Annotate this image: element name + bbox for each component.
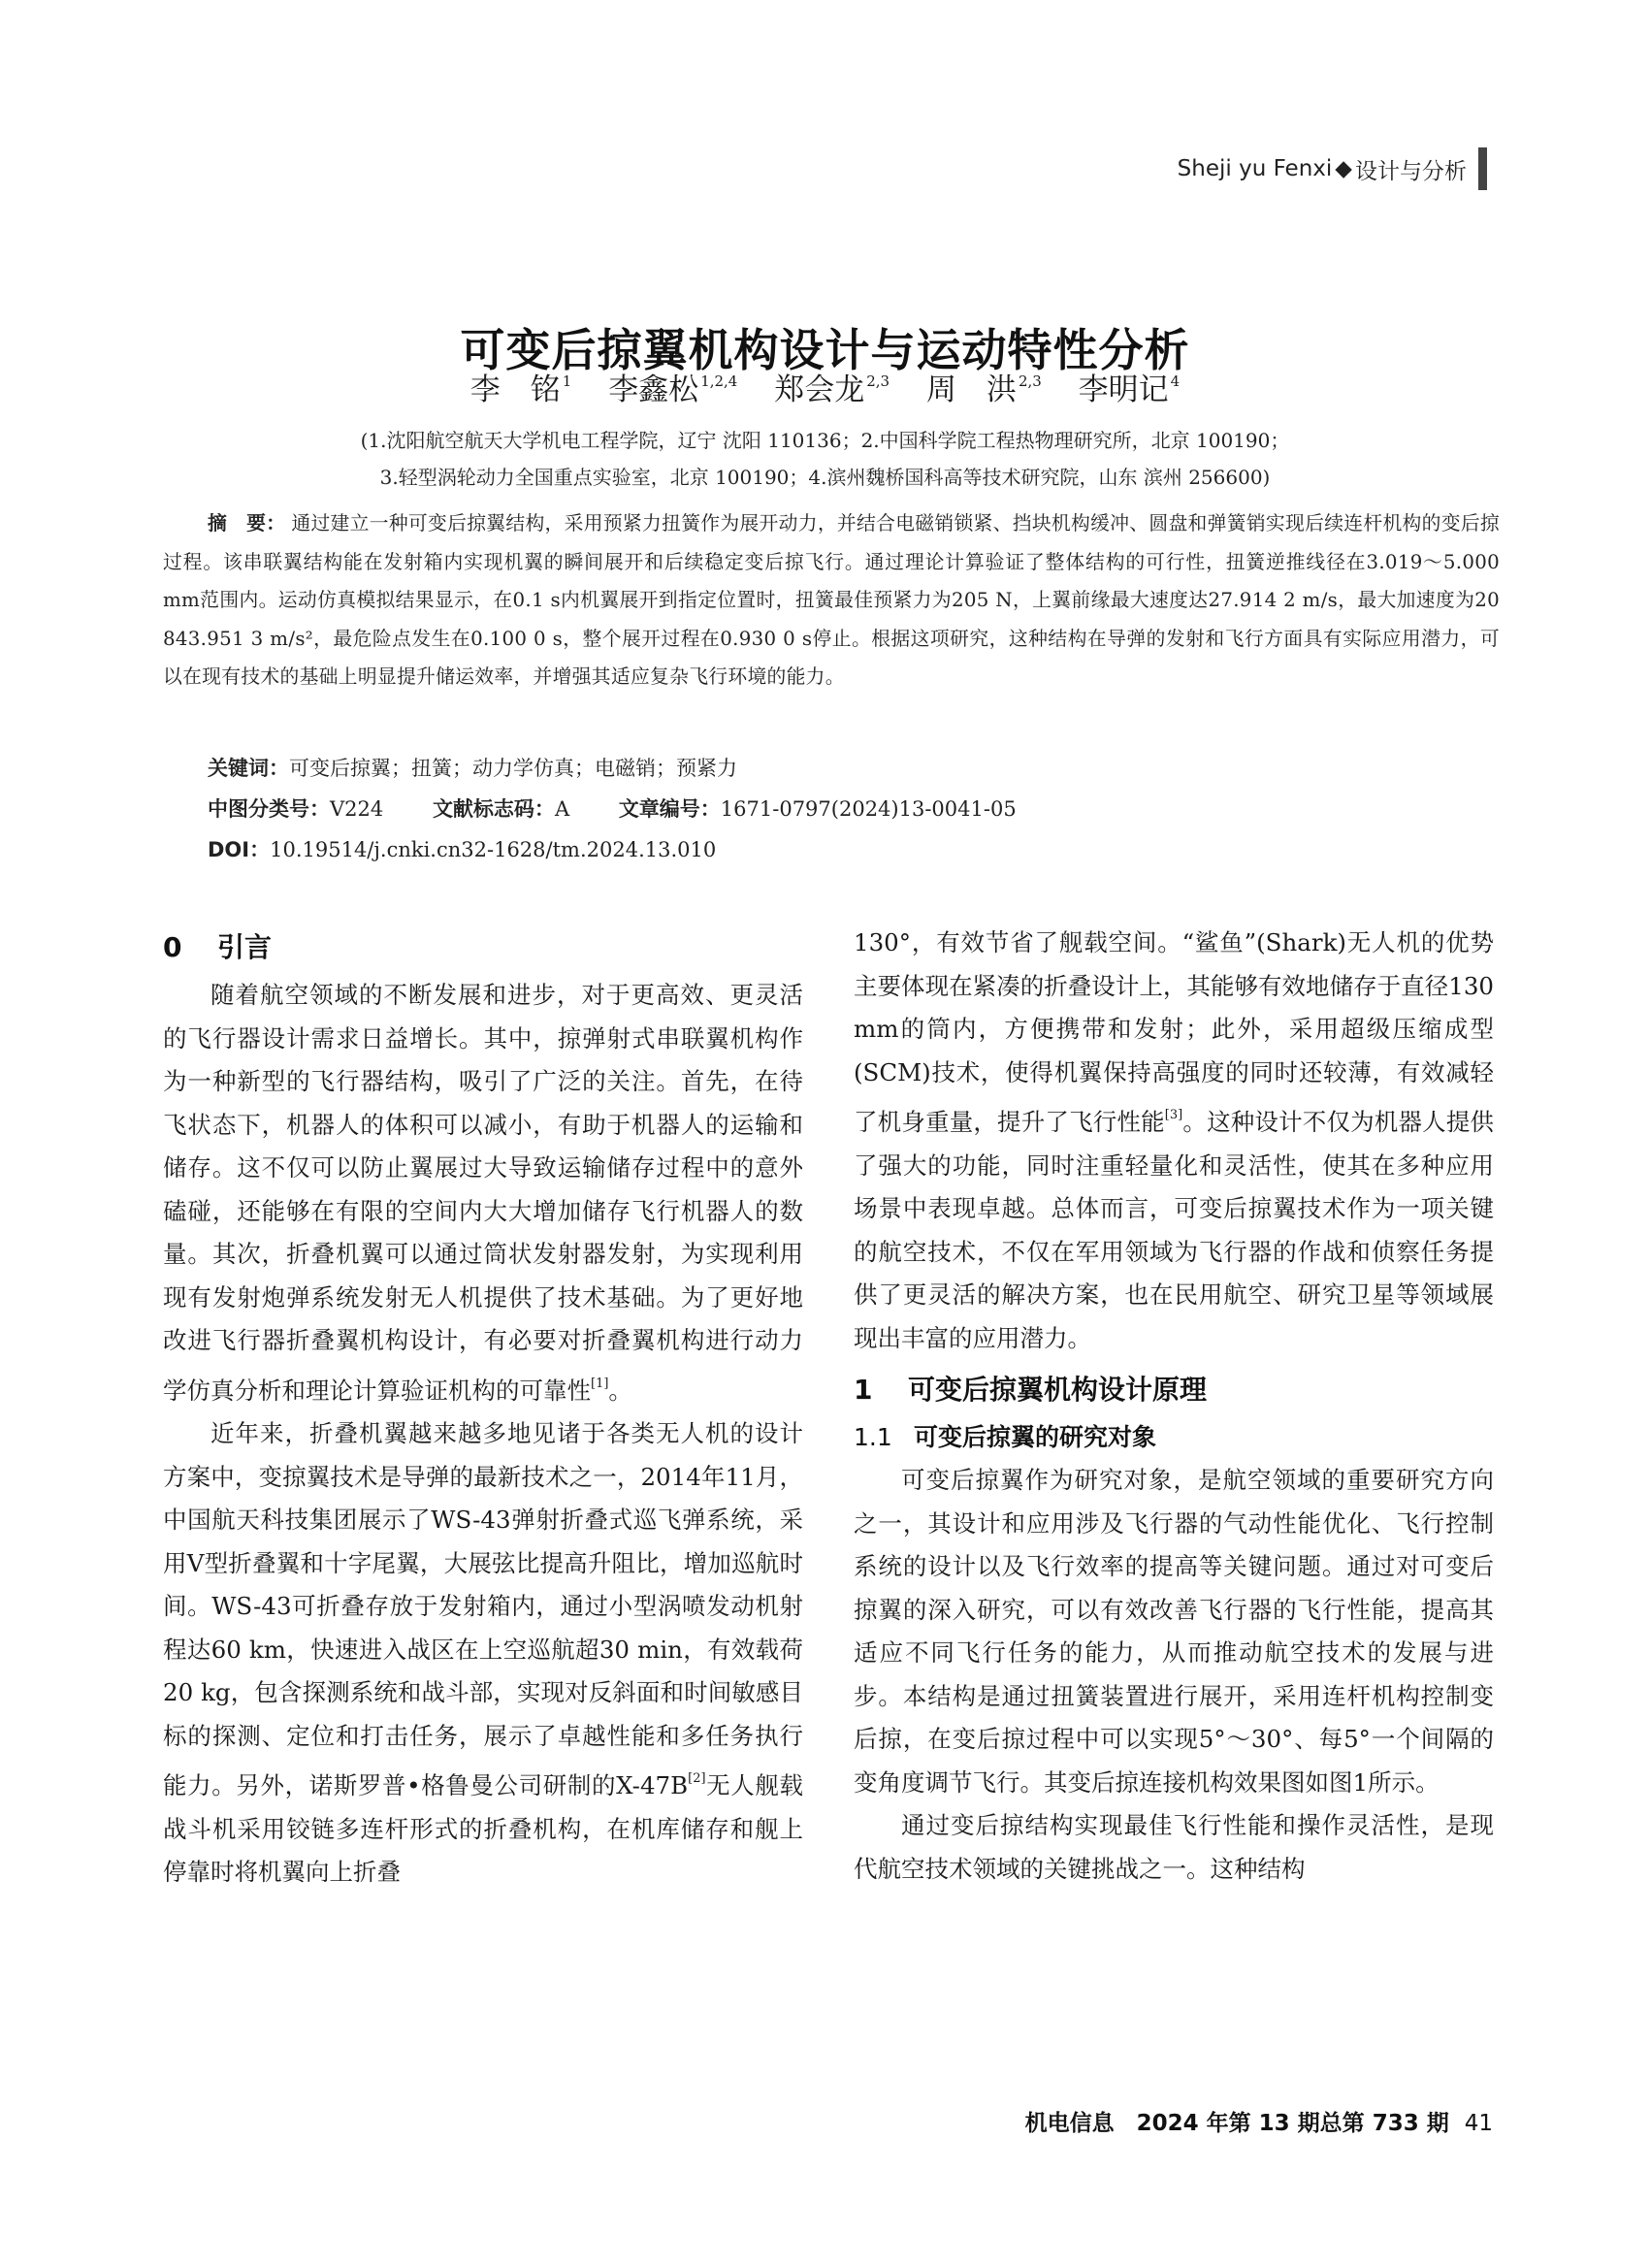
author-affil-sup: 4 xyxy=(1170,373,1181,390)
running-head xyxy=(1178,147,1487,190)
section-title: 可变后掠翼机构设计原理 xyxy=(908,1374,1208,1406)
running-head-pinyin: Sheji yu Fenxi xyxy=(1177,156,1333,181)
clc-label: 中图分类号： xyxy=(208,797,330,821)
author-name: 郑会龙 xyxy=(774,373,865,407)
paragraph-text: 。这种设计不仅为机器人提供了强大的功能，同时注重轻量化和灵活性，使其在多种应用场景中表现卓越。总体而言，可变后掠翼技术作为一项关键的航空技术，不仅在军用领域为飞行器的作战和侦察任务提供了更灵活的解决方案，也在民用航空、研究卫星等领域展现出丰富的应用潜力。 xyxy=(854,1108,1495,1352)
abstract-label: 摘 要： xyxy=(208,512,286,535)
author-affil-sup: 2,3 xyxy=(866,373,890,390)
section-1-heading xyxy=(854,1364,1494,1416)
running-head-chinese: 设计与分析 xyxy=(1355,158,1467,184)
author xyxy=(470,373,572,407)
article-number-label: 文章编号： xyxy=(618,797,721,821)
doc-code-value: A xyxy=(554,797,570,821)
author xyxy=(608,373,737,407)
author-name: 周 洪 xyxy=(925,373,1017,407)
running-head-bar xyxy=(1478,147,1487,190)
classification-line xyxy=(208,794,1017,823)
intro-paragraph-1 xyxy=(163,974,803,1412)
doi-label: DOI： xyxy=(208,838,271,861)
citation-ref: [1] xyxy=(591,1376,609,1391)
author xyxy=(1079,373,1181,407)
page-footer xyxy=(1025,2105,1493,2137)
paper-title: 可变后掠翼机构设计与运动特性分析 xyxy=(460,323,1190,376)
section-title: 引言 xyxy=(217,931,273,963)
section-number: 0 xyxy=(163,931,182,963)
subsection-1-1-heading xyxy=(854,1416,1494,1459)
keywords xyxy=(208,753,737,782)
subsection-title: 可变后掠翼的研究对象 xyxy=(914,1423,1157,1451)
paragraph-text: 近年来，折叠机翼越来越多地见诸于各类无人机的设计方案中，变掠翼技术是导弹的最新技术之一，2014年11月，中国航天科技集团展示了WS-43弹射折叠式巡飞弹系统，采用V型折叠翼和十字尾翼，大展弦比提高升阻比，增加巡航时间。WS-43可折叠存放于发射箱内，通过小型涡喷发动机射程达60 km，快速进入战区在上空巡航超30 min，有效载荷20 kg，包含探测系统和战斗部，实现对反斜面和时间敏感目标的探测、定位和打击任务，展示了卓越性能和多任务执行能力。另外，诺斯罗普•格鲁曼公司研制的X-47B xyxy=(163,1419,803,1799)
intro-paragraph-continued xyxy=(854,922,1494,1360)
section-1-paragraph-1: 可变后掠翼作为研究对象，是航空领域的重要研究方向之一，其设计和应用涉及飞行器的气动性能优化、飞行控制系统的设计以及飞行效率的提高等关键问题。通过对可变后掠翼的深入研究，可以有效改善飞行器的飞行性能，提高其适应不同飞行任务的能力，从而推动航空技术的发展与进步。本结构是通过扭簧装置进行展开，采用连杆机构控制变后掠，在变后掠过程中可以实现5°～30°、每5°一个间隔的变角度调节飞行。其变后掠连接机构效果图如图1所示。 xyxy=(854,1466,1494,1797)
paragraph-text: 随着航空领域的不断发展和进步，对于更高效、更灵活的飞行器设计需求日益增长。其中，掠弹射式串联翼机构作为一种新型的飞行器结构，吸引了广泛的关注。首先，在待飞状态下，机器人的体积可以减小，有助于机器人的运输和储存。这不仅可以防止翼展过大导致运输储存过程中的意外磕碰，还能够在有限的空间内大大增加储存飞行机器人的数量。其次，折叠机翼可以通过筒状发射器发射，为实现利用现有发射炮弹系统发射无人机提供了技术基础。为了更好地改进飞行器折叠翼机构设计，有必要对折叠翼机构进行动力学仿真分析和理论计算验证机构的可靠性 xyxy=(163,981,803,1405)
clc-value: V224 xyxy=(330,797,384,821)
doi-value: 10.19514/j.cnki.cn32-1628/tm.2024.13.010 xyxy=(270,838,717,861)
intro-paragraph-2 xyxy=(163,1412,803,1895)
affiliation-line-1: (1.沈阳航空航天大学机电工程学院，辽宁 沈阳 110136；2.中国科学院工程热物理研究所，北京 100190； xyxy=(360,429,1290,452)
author-affil-sup: 2,3 xyxy=(1018,373,1042,390)
abstract-text: 通过建立一种可变后掠翼结构，采用预紧力扭簧作为展开动力，并结合电磁销锁紧、挡块机构缓冲、圆盘和弹簧销实现后续连杆机构的变后掠过程。该串联翼结构能在发射箱内实现机翼的瞬间展开和后续稳定变后掠飞行。通过理论计算验证了整体结构的可行性，扭簧逆推线径在3.019～5.000 mm范围内。运动仿真模拟结果显示，在0.1 s内机翼展开到指定位置时，扭簧最佳预紧力为205 N，上翼前缘最大速度达27.914 2 m/s，最大加速度为20 843.951 3 m/s²，最危险点发生在0.100 0 s，整个展开过程在0.930 0 s停止。根据这项研究，这种结构在导弹的发射和飞行方面具有实际应用潜力，可以在现有技术的基础上明显提升储运效率，并增强其适应复杂飞行环境的能力。 xyxy=(163,512,1501,688)
keywords-text: 可变后掠翼；扭簧；动力学仿真；电磁销；预紧力 xyxy=(289,757,737,780)
author-name: 李鑫松 xyxy=(608,373,699,407)
article-number-value: 1671-0797(2024)13-0041-05 xyxy=(720,797,1017,821)
page-number: 41 xyxy=(1464,2111,1493,2136)
author-affil-sup: 1 xyxy=(562,373,572,390)
subsection-number: 1.1 xyxy=(854,1423,892,1451)
author-name: 李明记 xyxy=(1078,373,1169,407)
author xyxy=(926,373,1042,407)
paragraph-text: 。 xyxy=(608,1376,632,1405)
right-column xyxy=(854,922,1494,1891)
left-column xyxy=(163,922,803,1895)
citation-ref: [2] xyxy=(688,1771,706,1786)
section-number: 1 xyxy=(854,1374,873,1406)
section-1-paragraph-2: 通过变后掠结构实现最佳飞行性能和操作灵活性，是现代航空技术领域的关键挑战之一。这种结构 xyxy=(854,1811,1494,1883)
citation-ref: [3] xyxy=(1164,1108,1183,1122)
doc-code-label: 文献标志码： xyxy=(432,797,555,821)
abstract xyxy=(163,504,1500,697)
author-affil-sup: 1,2,4 xyxy=(700,373,738,390)
author-name: 李 铭 xyxy=(469,373,561,407)
running-head-diamond: ◆ xyxy=(1335,156,1352,181)
paragraph-text: 无人舰载战斗机采用铰链多连杆形式的折叠机构，在机库储存和舰上停靠时将机翼向上折叠 xyxy=(163,1771,803,1886)
affiliation-line-2: 3.轻型涡轮动力全国重点实验室，北京 100190；4.滨州魏桥国科高等技术研究院，山东 滨州 256600) xyxy=(379,466,1271,489)
section-0-heading xyxy=(163,922,803,974)
paragraph-text: 130°，有效节省了舰载空间。“鲨鱼”(Shark)无人机的优势主要体现在紧凑的折叠设计上，其能够有效地储存于直径130 mm的筒内，方便携带和发射；此外，采用超级压缩成型(SCM)技术，使得机翼保持高强度的同时还较薄，有效减轻了机身重量，提升了飞行性能 xyxy=(854,928,1494,1136)
journal-issue: 机电信息 2024 年第 13 期总第 733 期 xyxy=(1024,2111,1449,2136)
author xyxy=(774,373,890,407)
doi-line xyxy=(208,834,716,863)
author-list xyxy=(0,365,1650,408)
keywords-label: 关键词： xyxy=(208,757,289,780)
